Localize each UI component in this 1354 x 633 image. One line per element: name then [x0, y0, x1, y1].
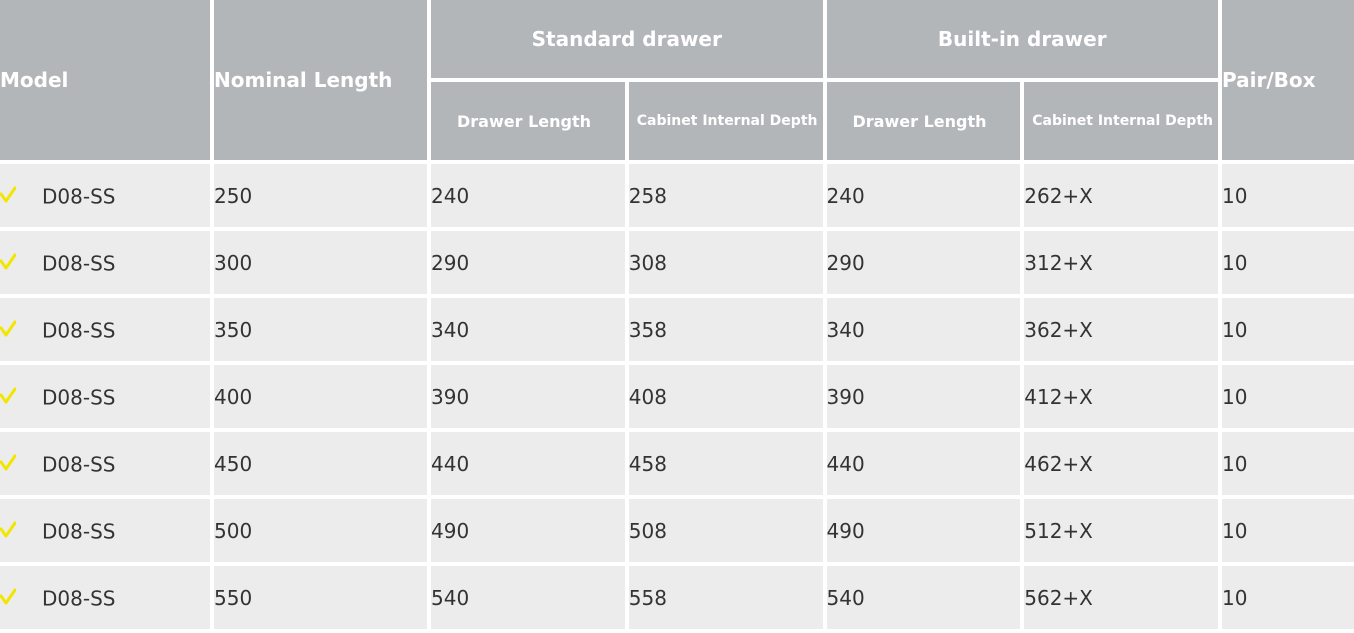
table-row [0, 566, 1354, 629]
std-drawer-length-cell: 540 [431, 566, 625, 629]
std-cabinet-depth-cell: 558 [629, 566, 823, 629]
std-cabinet-depth-cell: 308 [629, 231, 823, 294]
std-drawer-length-cell: 390 [431, 365, 625, 428]
pair-box-cell: 10 [1222, 432, 1354, 495]
bi-drawer-length-cell: 440 [827, 432, 1021, 495]
std-cabinet-depth-cell: 358 [629, 298, 823, 361]
model-label: D08-SS [42, 184, 116, 209]
table-row [0, 164, 1354, 227]
model-cell [0, 298, 210, 361]
std-drawer-length-cell: 290 [431, 231, 625, 294]
checkmark-icon [0, 587, 16, 605]
model-cell [0, 566, 210, 629]
nominal-length-cell: 400 [214, 365, 427, 428]
bi-cabinet-depth-cell: 462+X [1024, 432, 1218, 495]
model-cell [0, 499, 210, 562]
pair-box-cell: 10 [1222, 499, 1354, 562]
model-label: D08-SS [42, 452, 116, 477]
bi-drawer-length-cell: 240 [827, 164, 1021, 227]
table-row [0, 231, 1354, 294]
model-label: D08-SS [42, 519, 116, 544]
header-standard-drawer: Standard drawer [431, 0, 823, 78]
model-cell [0, 164, 210, 227]
model-label: D08-SS [42, 318, 116, 343]
model-label: D08-SS [42, 251, 116, 276]
header-nominal-length: Nominal Length [214, 0, 427, 160]
checkmark-icon [0, 319, 16, 337]
bi-drawer-length-cell: 390 [827, 365, 1021, 428]
std-cabinet-depth-cell: 508 [629, 499, 823, 562]
model-cell [0, 432, 210, 495]
std-drawer-length-cell: 440 [431, 432, 625, 495]
checkmark-icon [0, 386, 16, 404]
header-model: Model [0, 0, 210, 160]
header-bi-cabinet-depth: Cabinet Internal Depth [1024, 82, 1218, 160]
bi-drawer-length-cell: 490 [827, 499, 1021, 562]
model-label: D08-SS [42, 586, 116, 611]
nominal-length-cell: 500 [214, 499, 427, 562]
bi-drawer-length-cell: 340 [827, 298, 1021, 361]
bi-cabinet-depth-cell: 562+X [1024, 566, 1218, 629]
std-drawer-length-cell: 490 [431, 499, 625, 562]
table-row [0, 298, 1354, 361]
header-std-drawer-length: Drawer Length [431, 82, 625, 160]
model-cell [0, 231, 210, 294]
std-cabinet-depth-cell: 258 [629, 164, 823, 227]
table-row [0, 499, 1354, 562]
checkmark-icon [0, 185, 16, 203]
pair-box-cell: 10 [1222, 164, 1354, 227]
nominal-length-cell: 550 [214, 566, 427, 629]
table-row [0, 432, 1354, 495]
nominal-length-cell: 350 [214, 298, 427, 361]
model-label: D08-SS [42, 385, 116, 410]
std-drawer-length-cell: 240 [431, 164, 625, 227]
bi-cabinet-depth-cell: 362+X [1024, 298, 1218, 361]
header-bi-drawer-length: Drawer Length [827, 82, 1021, 160]
bi-drawer-length-cell: 540 [827, 566, 1021, 629]
header-pair-box: Pair/Box [1222, 0, 1354, 160]
header-std-cabinet-depth: Cabinet Internal Depth [629, 82, 823, 160]
checkmark-icon [0, 453, 16, 471]
bi-drawer-length-cell: 290 [827, 231, 1021, 294]
header-built-in-drawer: Built-in drawer [827, 0, 1219, 78]
nominal-length-cell: 300 [214, 231, 427, 294]
nominal-length-cell: 250 [214, 164, 427, 227]
table-body [0, 164, 1354, 629]
std-cabinet-depth-cell: 458 [629, 432, 823, 495]
model-cell [0, 365, 210, 428]
std-drawer-length-cell: 340 [431, 298, 625, 361]
pair-box-cell: 10 [1222, 231, 1354, 294]
pair-box-cell: 10 [1222, 298, 1354, 361]
std-cabinet-depth-cell: 408 [629, 365, 823, 428]
bi-cabinet-depth-cell: 512+X [1024, 499, 1218, 562]
header-row-top [0, 0, 1354, 78]
table-row [0, 365, 1354, 428]
checkmark-icon [0, 252, 16, 270]
nominal-length-cell: 450 [214, 432, 427, 495]
bi-cabinet-depth-cell: 412+X [1024, 365, 1218, 428]
bi-cabinet-depth-cell: 262+X [1024, 164, 1218, 227]
pair-box-cell: 10 [1222, 365, 1354, 428]
bi-cabinet-depth-cell: 312+X [1024, 231, 1218, 294]
pair-box-cell: 10 [1222, 566, 1354, 629]
checkmark-icon [0, 520, 16, 538]
